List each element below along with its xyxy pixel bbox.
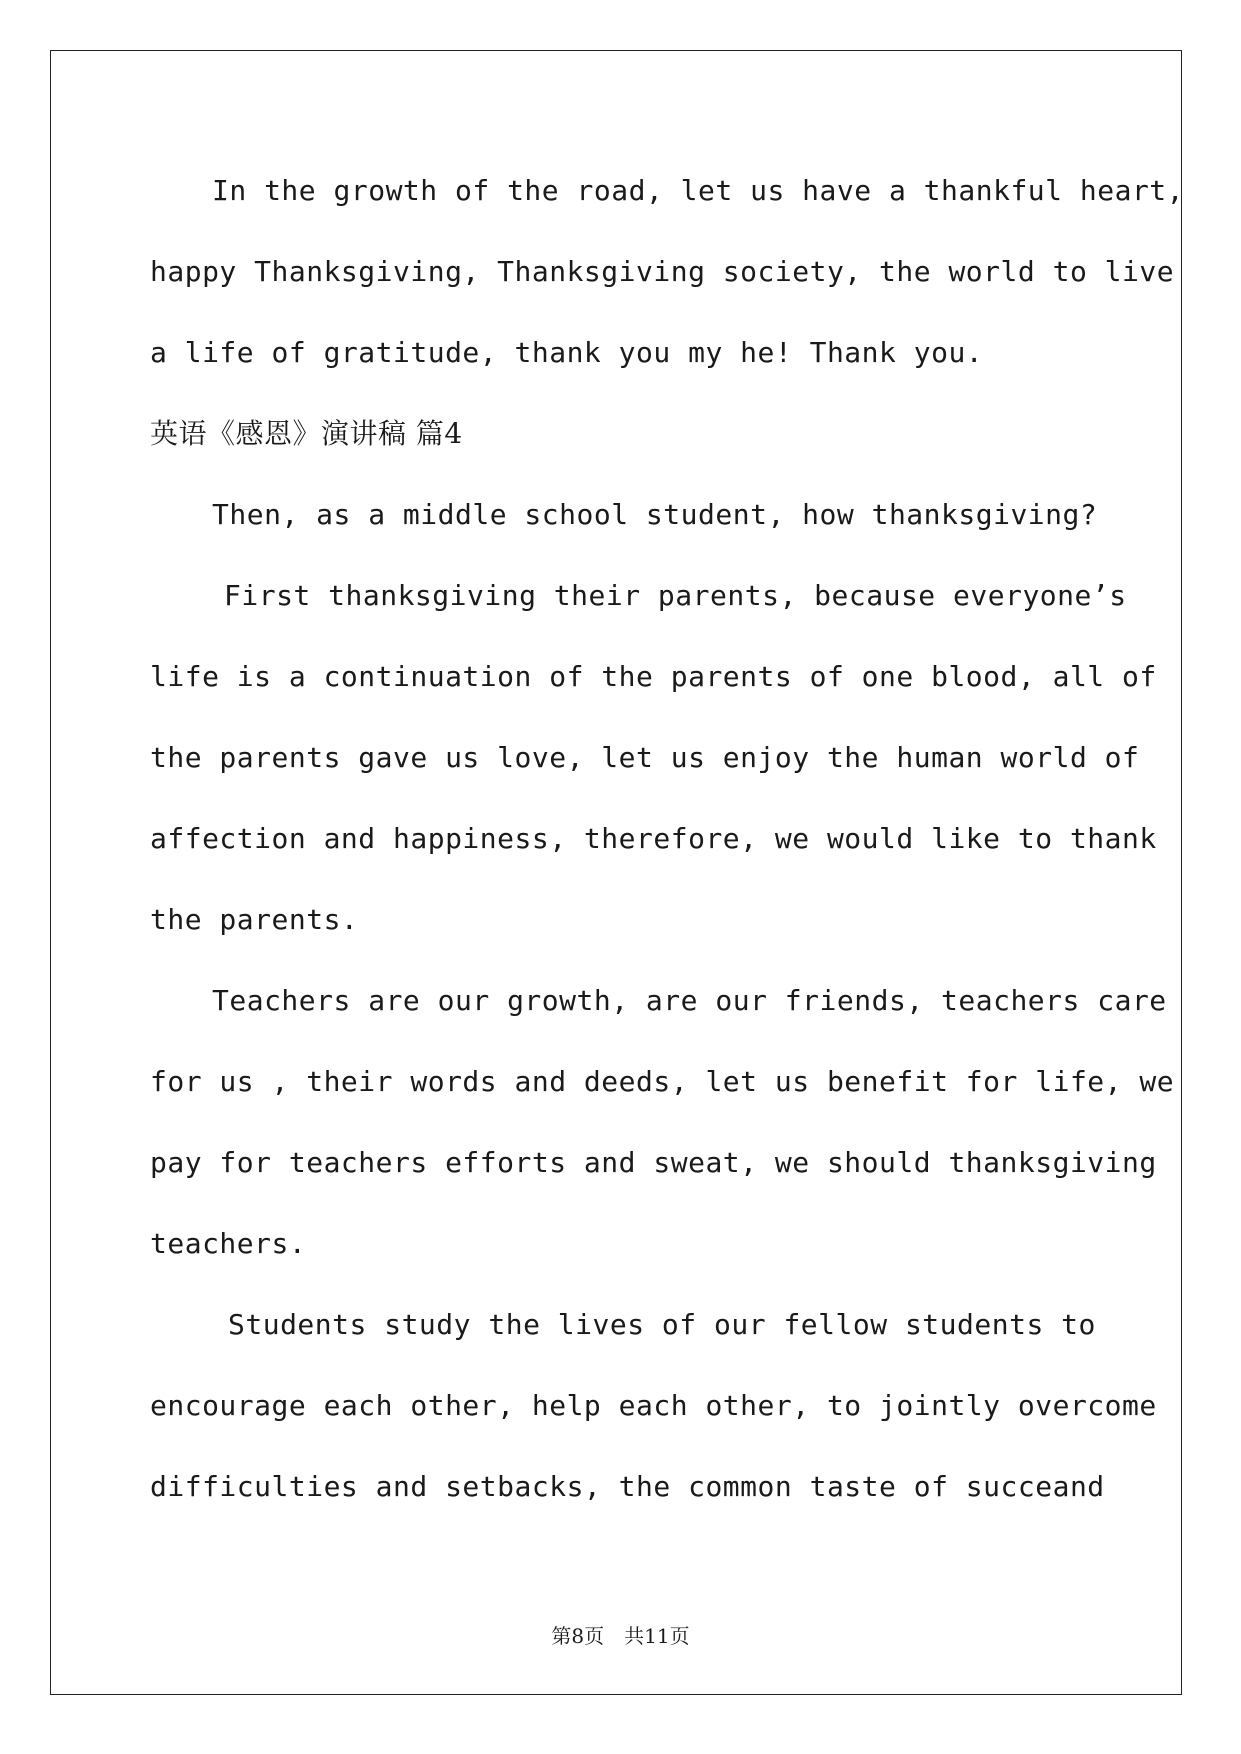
document-body [150, 155, 1185, 1532]
paragraph-line: First thanksgiving their parents, because everyone’s [224, 579, 1127, 612]
paragraph-line: In the growth of the road, let us have a thankful heart, [212, 174, 1185, 207]
page-number-footer: 第8页 共11页 [551, 1624, 690, 1648]
paragraph-line: Teachers are our growth, are our friends, teachers care [212, 984, 1167, 1017]
paragraph-line: a life of gratitude, thank you my he! Thank you. [150, 336, 984, 369]
paragraph-line: pay for teachers efforts and sweat, we should thanksgiving [150, 1146, 1157, 1179]
paragraph-line: happy Thanksgiving, Thanksgiving society, the world to live [150, 255, 1175, 288]
section-heading: 英语《感恩》演讲稿 篇4 [150, 417, 463, 450]
paragraph-line: affection and happiness, therefore, we would like to thank [150, 822, 1157, 855]
paragraph-line: life is a continuation of the parents of one blood, all of [150, 660, 1157, 693]
paragraph-line: Then, as a middle school student, how thanksgiving? [212, 498, 1098, 531]
paragraph-line: Students study the lives of our fellow students to [228, 1308, 1096, 1341]
paragraph-line: the parents gave us love, let us enjoy the human world of [150, 741, 1140, 774]
paragraph-line: encourage each other, help each other, to jointly overcome [150, 1389, 1157, 1422]
paragraph-line: for us , their words and deeds, let us benefit for life, we [150, 1065, 1175, 1098]
paragraph-line: the parents. [150, 903, 359, 936]
paragraph-line: difficulties and setbacks, the common taste of succeand [150, 1470, 1105, 1503]
paragraph-line: teachers. [150, 1227, 307, 1260]
